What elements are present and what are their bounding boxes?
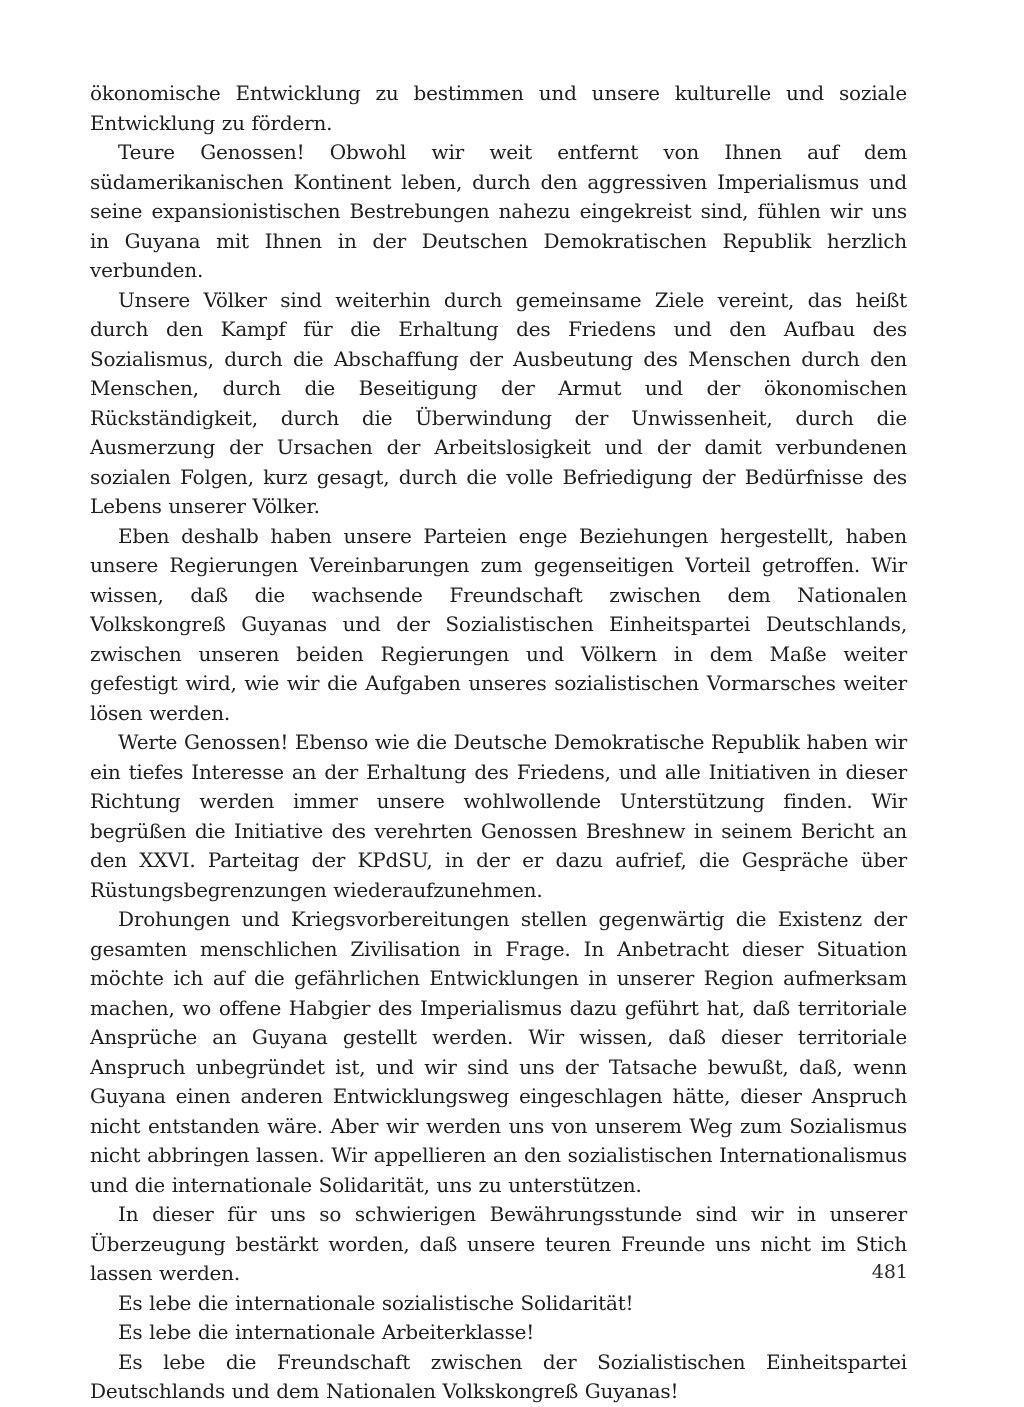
paragraph-drohungen: Drohungen und Kriegsvorbereitungen stellen gegenwärtig die Existenz der gesamten menschlichen Zivilisation in Frage. In Anbetracht dieser Situation möchte ich auf die gefährlichen Entwicklungen in unserer Region aufmerksam machen, wo offene Habgier des Imperialismus dazu geführt hat, daß territoriale Ansprüche an Guyana gestellt werden. Wir wissen, daß dieser territoriale Anspruch unbegründet ist, und wir sind uns der Tatsache bewußt, daß, wenn Guyana einen anderen Entwicklungsweg eingeschlagen hätte, dieser Anspruch nicht entstanden wäre. Aber wir werden uns von unserem Weg zum Sozialismus nicht abbringen lassen. Wir appellieren an den sozialistischen Internationalismus und die internationale Solidarität, uns zu unterstützen. bbox=[90, 907, 907, 1197]
paragraph-werte-genossen: Werte Genossen! Ebenso wie die Deutsche Demokratische Republik haben wir ein tiefes Interesse an der Erhaltung des Friedens, und alle Initiativen in dieser Richtung werden immer unsere wohlwollende Unterstützung finden. Wir begrüßen die Initiative des verehrten Genossen Breshnew in seinem Bericht an den XXVI. Parteitag der KPdSU, in der er dazu aufrief, die Gespräche über Rüstungsbegrenzungen wiederaufzunehmen. bbox=[90, 730, 907, 902]
slogan-solidaritaet: Es lebe die internationale sozialistische Solidarität! bbox=[118, 1290, 634, 1315]
paragraph-gemeinsame-ziele: Unsere Völker sind weiterhin durch gemeinsame Ziele vereint, das heißt durch den Kampf für die Erhaltung des Friedens und den Aufbau des Sozialismus, durch die Abschaffung der Ausbeutung des Menschen durch den Menschen, durch die Beseitigung der Armut und der ökonomischen Rückständigkeit, durch die Überwindung der Unwissenheit, durch die Ausmerzung der Ursachen der Arbeitslosigkeit und der damit verbundenen sozialen Folgen, kurz gesagt, durch die volle Befriedigung der Bedürfnisse des Lebens unserer Völker. bbox=[90, 287, 907, 518]
slogan-freundschaft: Es lebe die Freundschaft zwischen der Sozialistischen Einheitspartei Deutschlands und dem Nationalen Volkskongreß Guyanas! bbox=[90, 1349, 907, 1403]
page-number: 481 bbox=[871, 1261, 908, 1283]
paragraph-enge-beziehungen: Eben deshalb haben unsere Parteien enge Beziehungen hergestellt, haben unsere Regierungen Vereinbarungen zum gegenseitigen Vorteil getroffen. Wir wissen, daß die wachsende Freundschaft zwischen dem Nationalen Volkskongreß Guyanas und der Sozialistischen Einheitspartei Deutschlands, zwischen unseren beiden Regierungen und Völkern in dem Maße weiter gefestigt wird, wie wir die Aufgaben unseres sozialistischen Vormarsches weiter lösen werden. bbox=[90, 523, 907, 725]
slogan-arbeiterklasse: Es lebe die internationale Arbeiterklasse! bbox=[118, 1320, 535, 1344]
paragraph-teure-genossen: Teure Genossen! Obwohl wir weit entfernt von Ihnen auf dem südamerikanischen Kontinent leben, durch den aggressiven Imperialismus und seine expansionistischen Bestrebungen nahezu eingekreist sind, fühlen wir uns in Guyana mit Ihnen in der Deutschen Demokratischen Republik herzlich verbunden. bbox=[90, 140, 907, 282]
paragraph-continuation: ökonomische Entwicklung zu bestimmen und unsere kulturelle und soziale Entwicklung zu fördern. bbox=[90, 81, 907, 135]
paragraph-bewaehrungsstunde: In dieser für uns so schwierigen Bewährungsstunde sind wir in unserer Überzeugung bestärkt worden, daß unsere teuren Freunde uns nicht im Stich lassen werden. bbox=[90, 1202, 907, 1285]
body-text bbox=[90, 79, 907, 1407]
